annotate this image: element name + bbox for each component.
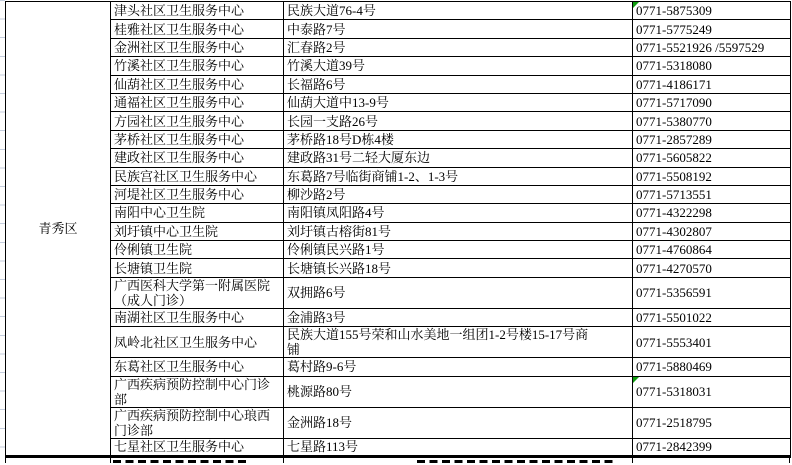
health-facilities-table [5, 1, 791, 458]
table-row [6, 358, 791, 376]
address-cell[interactable]: 建政路31号二轻大厦东边 [284, 149, 633, 167]
facility-name-cell[interactable]: 仙葫社区卫生服务中心 [111, 75, 284, 93]
partial-row-border [110, 458, 111, 463]
address-cell[interactable]: 长福路6号 [284, 75, 633, 93]
facility-name-cell[interactable]: 金洲社区卫生服务中心 [111, 38, 284, 56]
facility-name-cell[interactable]: 伶俐镇卫生院 [111, 241, 284, 259]
clipped-next-row [5, 458, 790, 463]
facility-name-cell[interactable]: 民族宫社区卫生服务中心 [111, 167, 284, 185]
facility-name-cell[interactable]: 南湖社区卫生服务中心 [111, 308, 284, 326]
table-row [6, 327, 791, 358]
phone-cell[interactable]: 0771-4322298 [633, 204, 791, 222]
table-row [6, 20, 791, 38]
district-health-table-wrap [5, 1, 790, 463]
clipped-text-fragment [113, 460, 248, 463]
phone-cell[interactable]: 0771-5875309 [633, 2, 791, 20]
address-cell[interactable]: 东葛路7号临街商铺1-2、1-3号 [284, 167, 633, 185]
phone-cell[interactable]: 0771-4270570 [633, 259, 791, 277]
address-cell[interactable]: 金洲路18号 [284, 407, 633, 438]
table-row [6, 241, 791, 259]
facility-name-cell[interactable]: 通福社区卫生服务中心 [111, 93, 284, 111]
facility-name-cell[interactable]: 竹溪社区卫生服务中心 [111, 57, 284, 75]
address-cell[interactable]: 民族大道76-4号 [284, 2, 633, 20]
phone-cell[interactable]: 0771-5318080 [633, 57, 791, 75]
phone-cell[interactable]: 0771-2857289 [633, 130, 791, 148]
table-row [6, 204, 791, 222]
phone-cell[interactable]: 0771-5318031 [633, 376, 791, 407]
address-cell[interactable]: 南阳镇凤阳路4号 [284, 204, 633, 222]
cell-error-flag-icon [633, 2, 639, 8]
table-row [6, 376, 791, 407]
cell-error-flag-icon [633, 377, 639, 383]
address-cell[interactable]: 汇春路2号 [284, 38, 633, 56]
address-cell[interactable]: 伶俐镇民兴路1号 [284, 241, 633, 259]
facility-name-cell[interactable]: 长塘镇卫生院 [111, 259, 284, 277]
address-cell[interactable]: 竹溪大道39号 [284, 57, 633, 75]
address-cell[interactable]: 柳沙路2号 [284, 185, 633, 203]
address-cell[interactable]: 桃源路80号 [284, 376, 633, 407]
table-row [6, 438, 791, 456]
facility-name-cell[interactable]: 广西医科大学第一附属医院 （成人门诊） [111, 277, 284, 308]
facility-name-cell[interactable]: 刘圩镇中心卫生院 [111, 222, 284, 240]
address-cell[interactable]: 长园一支路26号 [284, 112, 633, 130]
phone-cell[interactable]: 0771-4186171 [633, 75, 791, 93]
clipped-text-fragment [417, 460, 617, 463]
address-cell[interactable]: 刘圩镇古榕街81号 [284, 222, 633, 240]
table-row [6, 75, 791, 93]
partial-row-border [632, 458, 633, 463]
facility-name-cell[interactable]: 广西疾病预防控制中心门诊 部 [111, 376, 284, 407]
phone-cell[interactable]: 0771-5775249 [633, 20, 791, 38]
phone-cell[interactable]: 0771-2842399 [633, 438, 791, 456]
address-cell[interactable]: 双拥路6号 [284, 277, 633, 308]
address-cell[interactable]: 仙葫大道中13-9号 [284, 93, 633, 111]
table-row [6, 308, 791, 326]
phone-cell[interactable]: 0771-5880469 [633, 358, 791, 376]
table-row [6, 259, 791, 277]
facility-name-cell[interactable]: 河堤社区卫生服务中心 [111, 185, 284, 203]
phone-cell[interactable]: 0771-5380770 [633, 112, 791, 130]
partial-row-border [5, 458, 6, 463]
phone-cell[interactable]: 0771-5713551 [633, 185, 791, 203]
address-cell[interactable]: 中泰路7号 [284, 20, 633, 38]
phone-cell[interactable]: 0771-4760864 [633, 241, 791, 259]
table-row [6, 38, 791, 56]
address-cell[interactable]: 茅桥路18号D栋4楼 [284, 130, 633, 148]
address-cell[interactable]: 金浦路3号 [284, 308, 633, 326]
phone-cell[interactable]: 0771-5508192 [633, 167, 791, 185]
facility-name-cell[interactable]: 广西疾病预防控制中心琅西 门诊部 [111, 407, 284, 438]
facility-name-cell[interactable]: 凤岭北社区卫生服务中心 [111, 327, 284, 358]
table-row [6, 149, 791, 167]
partial-row-border [283, 458, 284, 463]
facility-name-cell[interactable]: 津头社区卫生服务中心 [111, 2, 284, 20]
table-row [6, 57, 791, 75]
table-row [6, 185, 791, 203]
phone-cell[interactable]: 0771-5521926 /5597529 [633, 38, 791, 56]
facility-name-cell[interactable]: 桂雅社区卫生服务中心 [111, 20, 284, 38]
facility-name-cell[interactable]: 建政社区卫生服务中心 [111, 149, 284, 167]
address-cell[interactable]: 七星路113号 [284, 438, 633, 456]
table-row [6, 130, 791, 148]
phone-cell[interactable]: 0771-4302807 [633, 222, 791, 240]
facility-name-cell[interactable]: 茅桥社区卫生服务中心 [111, 130, 284, 148]
partial-row-border [789, 458, 790, 463]
table-row [6, 222, 791, 240]
phone-cell[interactable]: 0771-5605822 [633, 149, 791, 167]
facility-name-cell[interactable]: 南阳中心卫生院 [111, 204, 284, 222]
phone-cell[interactable]: 0771-5356591 [633, 277, 791, 308]
facility-name-cell[interactable]: 七星社区卫生服务中心 [111, 438, 284, 456]
phone-cell[interactable]: 0771-2518795 [633, 407, 791, 438]
facility-name-cell[interactable]: 方园社区卫生服务中心 [111, 112, 284, 130]
table-row [6, 2, 791, 20]
facility-name-cell[interactable]: 东葛社区卫生服务中心 [111, 358, 284, 376]
address-cell[interactable]: 长塘镇长兴路18号 [284, 259, 633, 277]
district-merged-cell[interactable]: 青秀区 [6, 2, 111, 457]
table-row [6, 407, 791, 438]
phone-cell[interactable]: 0771-5717090 [633, 93, 791, 111]
phone-cell[interactable]: 0771-5553401 [633, 327, 791, 358]
phone-cell[interactable]: 0771-5501022 [633, 308, 791, 326]
table-row [6, 167, 791, 185]
address-cell[interactable]: 民族大道155号荣和山水美地一组团1-2号楼15-17号商 铺 [284, 327, 633, 358]
table-row [6, 93, 791, 111]
address-cell[interactable]: 葛村路9-6号 [284, 358, 633, 376]
table-row [6, 277, 791, 308]
table-row [6, 112, 791, 130]
